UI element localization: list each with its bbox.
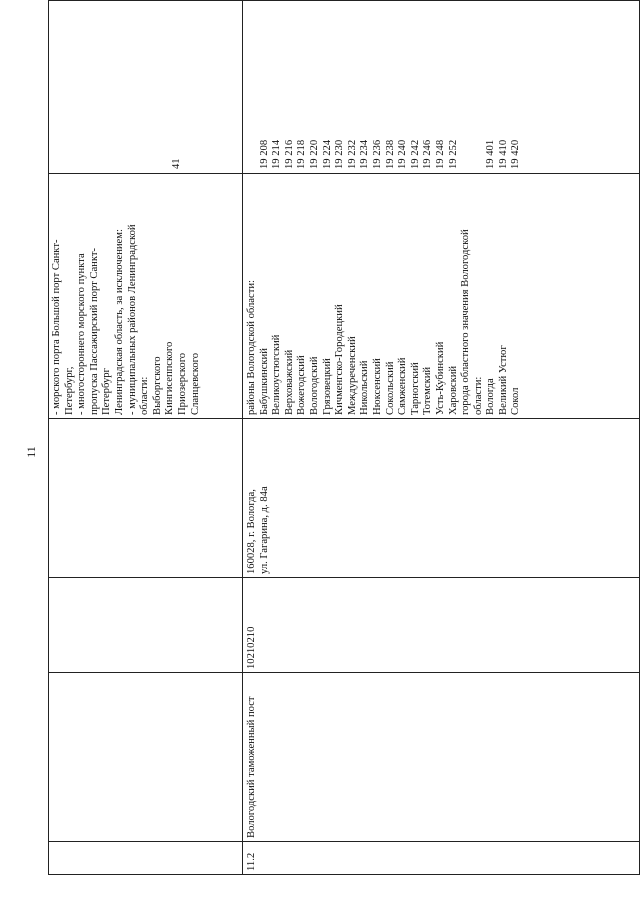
served-area-name: Кичменгско-Городецкий [334,304,346,415]
table-border-top [48,0,49,875]
row-number: 11.2 [246,852,257,871]
served-area-name: Сокольский [384,361,396,415]
served-area-name: Верховажский [283,349,295,415]
page-number: 11 [24,446,38,458]
served-area-code: 19 410 [497,139,509,169]
prev-row-area-code: 41 [171,158,182,169]
table-row-divider [242,0,243,875]
served-area-codes-list [246,9,523,169]
customs-post-name: Вологодский таможенный пост [246,696,257,838]
served-area-name: города областного значения Вологодской [460,229,472,415]
address-line: 160028, г. Вологда, [246,489,257,574]
served-area-name: районы Вологодской области: [246,280,257,415]
col-divider-areas [48,173,640,174]
served-area-code: 19 220 [308,139,320,169]
prev-row-area-line: области: [139,376,151,415]
prev-row-areas-cell [51,177,202,415]
served-area-name: области: [472,376,484,415]
served-area-code: 19 216 [283,139,295,169]
served-area-code: 19 252 [447,139,459,169]
served-area-code: 19 240 [397,139,409,169]
col-divider-code [48,577,640,578]
served-area-code: 19 236 [371,139,383,169]
prev-row-area-line: Петербург [101,368,113,415]
served-area-name: Великоустюгский [271,334,283,415]
served-area-name: Тарногский [409,362,421,415]
prev-row-area-line: Ленинградская область, за исключением: [113,229,125,415]
served-area-name: Сямженский [397,357,409,415]
col-divider-name [48,672,640,673]
customs-post-address [246,422,271,574]
col-divider-address [48,418,640,419]
served-area-code: 19 248 [434,139,446,169]
served-area-name: Усть-Кубинский [434,341,446,415]
served-area-code: 19 238 [384,139,396,169]
served-area-code: 19 214 [271,139,283,169]
served-area-name: Сокол [510,387,522,415]
served-area-code: 19 230 [334,139,346,169]
served-area-name: Вологда [485,378,497,415]
prev-row-area-line: - морского порта Большой порт Санкт- [51,239,62,415]
served-area-code: 19 401 [485,139,497,169]
served-area-code: 19 234 [359,139,371,169]
rotated-table-area [48,0,640,875]
prev-row-area-line: Приозерского [176,352,188,415]
served-area-name: Тотемский [422,366,434,415]
served-area-name: Междуреченский [346,336,358,415]
address-line: ул. Гагарина, д. 84а [258,486,270,574]
customs-table [48,0,640,875]
served-area-code: 19 232 [346,139,358,169]
served-area-name: Нюксенский [371,358,383,415]
prev-row-area-line: пропуска Пассажирский порт Санкт- [88,248,100,415]
served-area-code: 19 242 [409,139,421,169]
served-area-code: 19 208 [258,139,270,169]
served-area-name: Харовский [447,365,459,415]
served-area-code: 19 246 [422,139,434,169]
served-areas-list [246,177,523,415]
served-area-name: Вологодский [308,356,320,415]
served-area-name: Никольский [359,360,371,415]
served-area-name: Великий Устюг [497,345,509,415]
served-area-code: 19 218 [296,139,308,169]
customs-post-code: 10210210 [246,626,257,669]
served-area-code [473,9,486,169]
table-border-left [48,874,640,875]
served-area-code: 19 420 [510,139,522,169]
served-area-code [246,9,259,169]
served-area-code [460,9,473,169]
prev-row-area-line: Сланцевского [189,352,201,415]
prev-row-area-line: - многостороннего морского пункта [76,253,88,415]
col-divider-num [48,841,640,842]
served-area-name: Вожегодский [296,355,308,415]
prev-row-area-line: - муниципальных районов Ленинградской [126,224,138,415]
prev-row-area-line: Петербург, [63,366,75,415]
served-area-name: Бабушкинский [258,348,270,415]
served-area-name: Грязовецкий [321,358,333,415]
prev-row-area-line: Выборгского [151,356,163,415]
table-border-right [48,0,640,1]
prev-row-area-line: Кингисеппского [164,341,176,415]
served-area-code: 19 224 [321,139,333,169]
